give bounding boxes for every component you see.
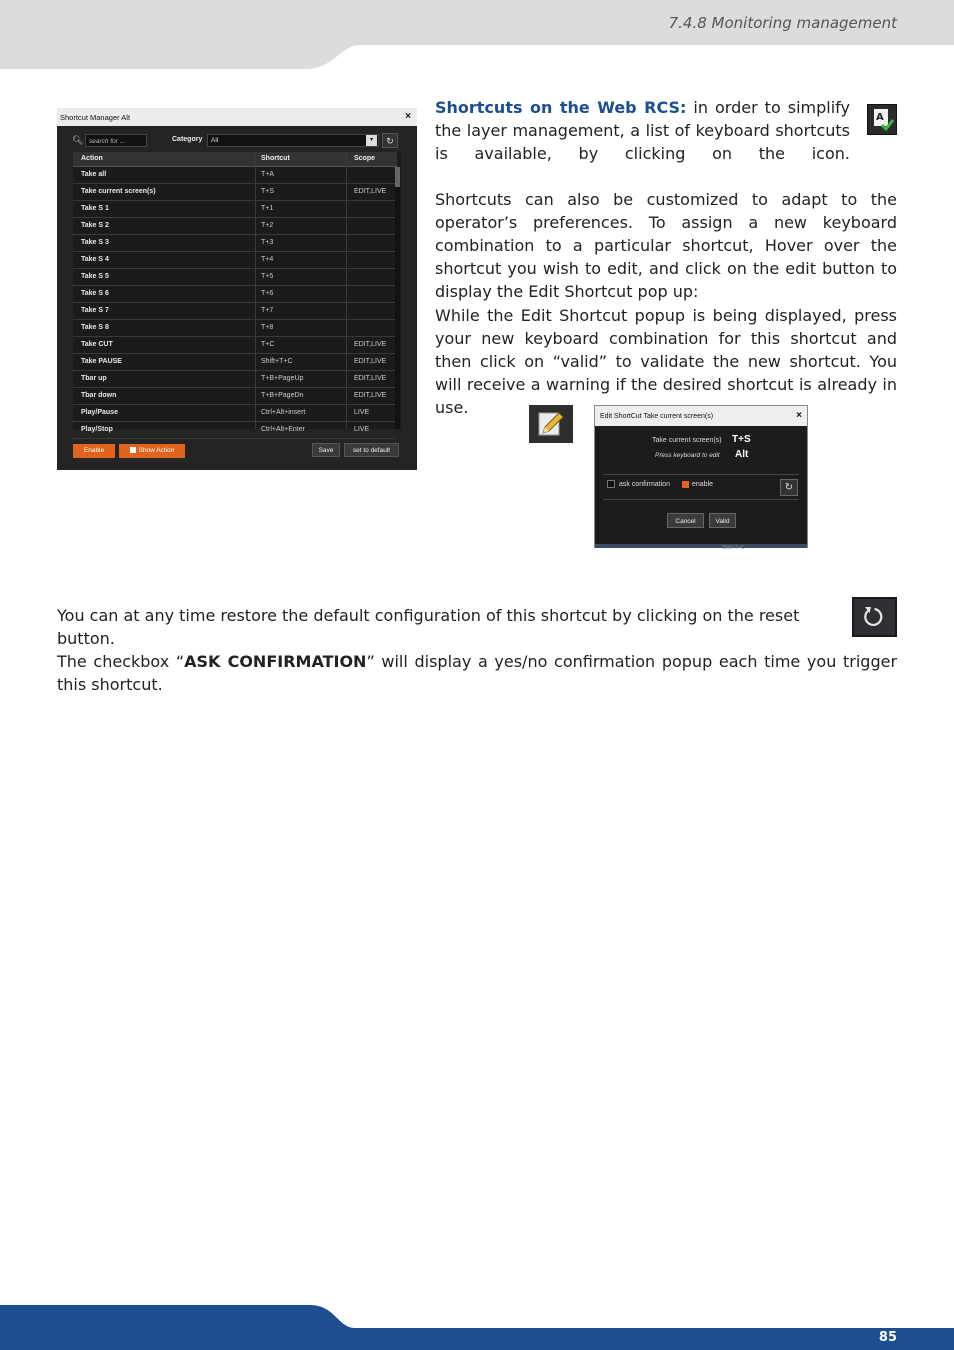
scrollbar-thumb[interactable]	[395, 167, 400, 187]
row-action: Play/Pause	[81, 409, 118, 416]
press-keyboard-prompt: Press keyboard to edit	[655, 452, 720, 459]
table-row[interactable]	[73, 269, 395, 286]
row-action: Take S 3	[81, 239, 109, 246]
shortcut-table	[73, 152, 401, 433]
row-shortcut: Ctrl+Alt+Enter	[261, 426, 305, 433]
enable-label: enable	[692, 481, 714, 488]
shortcut-list-icon[interactable]	[867, 104, 897, 135]
table-row[interactable]	[73, 201, 395, 218]
edit-shortcut-popup	[594, 405, 808, 551]
divider	[603, 474, 799, 475]
row-action: Take S 7	[81, 307, 109, 314]
table-row[interactable]	[73, 252, 395, 269]
table-row[interactable]	[73, 184, 395, 201]
table-row[interactable]	[73, 405, 395, 422]
edit-popup-title: Edit ShortCut Take current screen(s)	[600, 413, 714, 420]
cancel-button[interactable]: Cancel	[667, 513, 704, 528]
shortcut-manager-title: Shortcut Manager Alt	[60, 113, 131, 122]
shortcut-manager-window	[57, 108, 417, 470]
row-shortcut: T+A	[261, 171, 275, 178]
close-icon[interactable]: ×	[796, 410, 802, 421]
table-row[interactable]	[73, 303, 395, 320]
table-body	[73, 167, 395, 439]
table-row[interactable]	[73, 218, 395, 235]
search-icon: 🔍︎	[72, 135, 84, 145]
row-shortcut: T+S	[261, 188, 275, 195]
ask-confirmation-keyword: ASK CONFIRMATION	[184, 652, 367, 671]
set-to-default-button[interactable]: set to default	[344, 443, 399, 457]
row-shortcut: T+B+PageUp	[261, 375, 304, 382]
category-label: Category	[172, 136, 203, 143]
current-shortcut: T+S	[732, 434, 751, 445]
edit-popup-titlebar	[595, 406, 807, 426]
row-shortcut: T+2	[261, 222, 274, 229]
row-action: Take S 6	[81, 290, 109, 297]
table-row[interactable]	[73, 235, 395, 252]
row-shortcut: T+B+PageDn	[261, 392, 304, 399]
intro-heading: Shortcuts on the Web RCS:	[435, 98, 687, 117]
popup-bottom-bar	[595, 544, 807, 548]
intro-paragraph	[435, 96, 850, 165]
show-action-button[interactable]	[119, 444, 185, 458]
enable-checkbox[interactable]	[682, 481, 689, 488]
table-row[interactable]	[73, 320, 395, 337]
search-input[interactable]: search for ...	[85, 134, 147, 147]
row-action: Take S 1	[81, 205, 109, 212]
underlying-row-text: Shift+T+C	[722, 545, 745, 551]
shortcut-icon	[130, 447, 136, 453]
pressed-key: Alt	[735, 449, 749, 460]
table-row[interactable]	[73, 371, 395, 388]
divider	[603, 499, 799, 500]
table-row[interactable]	[73, 167, 395, 184]
ask-confirmation-paragraph	[57, 650, 897, 696]
row-scope: EDIT,LIVE	[354, 341, 387, 348]
close-icon[interactable]: ×	[405, 111, 411, 122]
footer-band	[0, 1300, 954, 1350]
table-row[interactable]	[73, 337, 395, 354]
row-shortcut: T+8	[261, 324, 274, 331]
row-action: Tbar up	[81, 375, 107, 382]
row-shortcut: T+4	[261, 256, 274, 263]
row-shortcut: T+1	[261, 205, 274, 212]
valid-button[interactable]: Valid	[709, 513, 736, 528]
table-header	[73, 152, 397, 167]
row-shortcut: Shift+T+C	[261, 358, 293, 365]
row-scope: EDIT,LIVE	[354, 188, 387, 195]
ask-confirmation-text-before: The checkbox “	[57, 652, 185, 671]
ask-confirmation-label: ask confirmation	[619, 481, 670, 488]
enable-button[interactable]: Enable	[73, 444, 115, 458]
row-action: Take S 2	[81, 222, 109, 229]
edit-instructions-paragraph: While the Edit Shortcut popup is being displayed, press your new keyboard combination for this shortcut and then click on “valid” to validate the new shortcut. You will receive a warning if the desired shortcut is already in use.	[435, 306, 897, 417]
column-header-shortcut[interactable]: Shortcut	[261, 155, 290, 162]
row-scope: LIVE	[354, 426, 370, 433]
column-header-action[interactable]: Action	[81, 155, 103, 162]
row-action: Take PAUSE	[81, 358, 122, 365]
header-band	[0, 0, 954, 70]
row-shortcut: T+7	[261, 307, 274, 314]
page-number: 85	[878, 1330, 897, 1345]
row-scope: EDIT,LIVE	[354, 375, 387, 382]
intro-text: in order to simplify the layer management, a list of keyboard shortcuts is available, by clicking on the icon.	[435, 98, 850, 163]
row-shortcut: T+C	[261, 341, 275, 348]
row-action: Play/Stop	[81, 426, 113, 433]
row-action: Take S 8	[81, 324, 109, 331]
category-select[interactable]: All	[207, 134, 379, 147]
row-action: Tbar down	[81, 392, 117, 399]
scrollbar[interactable]	[395, 167, 400, 429]
row-action: Take CUT	[81, 341, 113, 348]
row-shortcut: T+3	[261, 239, 274, 246]
save-button[interactable]: Save	[312, 443, 340, 457]
row-shortcut: T+5	[261, 273, 274, 280]
row-action: Take current screen(s)	[81, 188, 156, 195]
row-scope: EDIT,LIVE	[354, 392, 387, 399]
table-row[interactable]	[73, 286, 395, 303]
column-header-scope[interactable]: Scope	[354, 155, 376, 162]
table-row[interactable]	[73, 388, 395, 405]
row-shortcut: Ctrl+Alt+insert	[261, 409, 306, 416]
table-row[interactable]	[73, 422, 395, 439]
row-action: Take S 4	[81, 256, 109, 263]
row-scope: EDIT,LIVE	[354, 358, 387, 365]
shortcut-manager-titlebar	[57, 108, 417, 126]
ask-confirmation-checkbox[interactable]	[607, 480, 615, 488]
row-action: Take S 5	[81, 273, 109, 280]
customize-paragraph: Shortcuts can also be customized to adapt to the operator’s preferences. To assign a new keyboard combination to a particular shortcut, Hover over the shortcut you wish to edit, and click on the edit button to display the Edit Shortcut pop up:	[435, 190, 897, 301]
edit-action-name: Take current screen(s)	[652, 437, 722, 444]
show-action-label: Show Action	[138, 447, 175, 454]
section-title: 7.4.8 Monitoring management	[668, 14, 897, 32]
reset-button-icon[interactable]	[852, 597, 897, 637]
reset-paragraph: You can at any time restore the default configuration of this shortcut by clicking on the reset button.	[57, 606, 800, 648]
table-row[interactable]	[73, 354, 395, 371]
row-scope: LIVE	[354, 409, 370, 416]
row-action: Take all	[81, 171, 107, 178]
svg-text:A: A	[876, 112, 884, 123]
edit-pencil-icon[interactable]	[529, 405, 573, 443]
chevron-down-icon[interactable]: ▾	[366, 135, 377, 146]
ask-confirmation-text-after: ” will display a yes/no confirmation popup each time you trigger this shortcut.	[57, 652, 898, 694]
refresh-icon[interactable]: ↻	[382, 133, 398, 148]
reset-icon[interactable]: ↻	[780, 479, 798, 496]
row-shortcut: T+6	[261, 290, 274, 297]
